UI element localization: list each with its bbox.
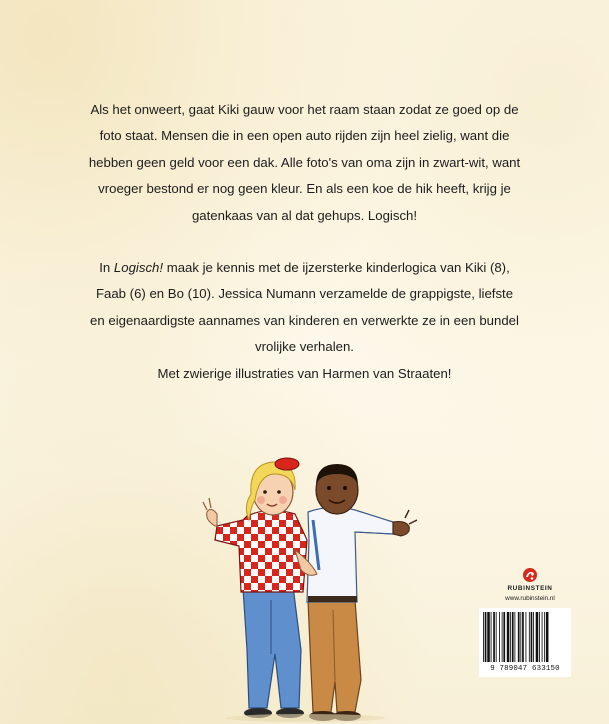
barcode-bar [493,612,495,662]
rubinstein-logo-icon [522,566,538,584]
barcode-bar [518,612,520,662]
barcode-bar [536,612,539,662]
barcode-bar [531,612,533,662]
barcode-bar [510,612,511,662]
girl-figure [203,458,317,718]
blurb-paragraph-2-intro: In [99,260,114,276]
isbn-barcode [479,608,571,677]
barcode-bar [529,612,530,662]
barcode-bar [546,612,549,662]
barcode-bar [496,612,497,662]
barcode-bar [539,612,540,662]
boy-figure [307,464,417,721]
publisher-url: www.rubinstein.nl [505,595,555,602]
barcode-bar [483,612,484,662]
barcode-bar [512,612,514,662]
barcode-bar [526,612,527,662]
barcode-bar [533,612,534,662]
barcode-bar [491,612,492,662]
blurb-paragraph-1: Als het onweert, gaat Kiki gauw voor het raam staan zodat ze goed op de foto staat. Mensen die in een open auto rijden zijn heel zielig, want die hebben geen geld voor een dak. Alle foto's van oma zijn in zwart-wit, want vroeger bestond er nog geen kleur. En als een koe de hik heeft, krijg je gatenkaas van al dat gehups. Logisch! [88,102,521,223]
publisher-name: RUBINSTEIN [507,585,553,592]
barcode-bar [520,612,521,662]
barcode-bar [514,612,515,662]
barcode-bars [479,610,571,666]
barcode-bar [499,612,500,662]
barcode-bar [544,612,545,662]
blurb-paragraph-3: Met zwierige illustraties van Harmen van Straaten! [157,365,452,381]
isbn-number: 9 789047 633150 [490,665,560,673]
barcode-bar [507,612,510,662]
barcode-bar [522,612,524,662]
blurb-text [88,97,521,387]
book-title-inline: Logisch! [113,260,164,276]
publisher-block [490,566,570,602]
barcode-bar [485,612,487,662]
blurb-paragraph-2 [88,255,521,361]
barcode-bar [502,612,503,662]
barcode-bar [487,612,490,662]
children-illustration [195,450,445,724]
blurb-paragraph-2-rest: maak je kennis met de ijzersterke kinderlogica van Kiki (8), Faab (6) en Bo (10). Jessica Numann verzamelde de grappigste, liefste en eigenaardigste aannames van kinderen en verwerkte ze in een bundel vrolijke verhalen. [90,260,519,355]
barcode-bar [503,612,505,662]
barcode-bar [542,612,543,662]
